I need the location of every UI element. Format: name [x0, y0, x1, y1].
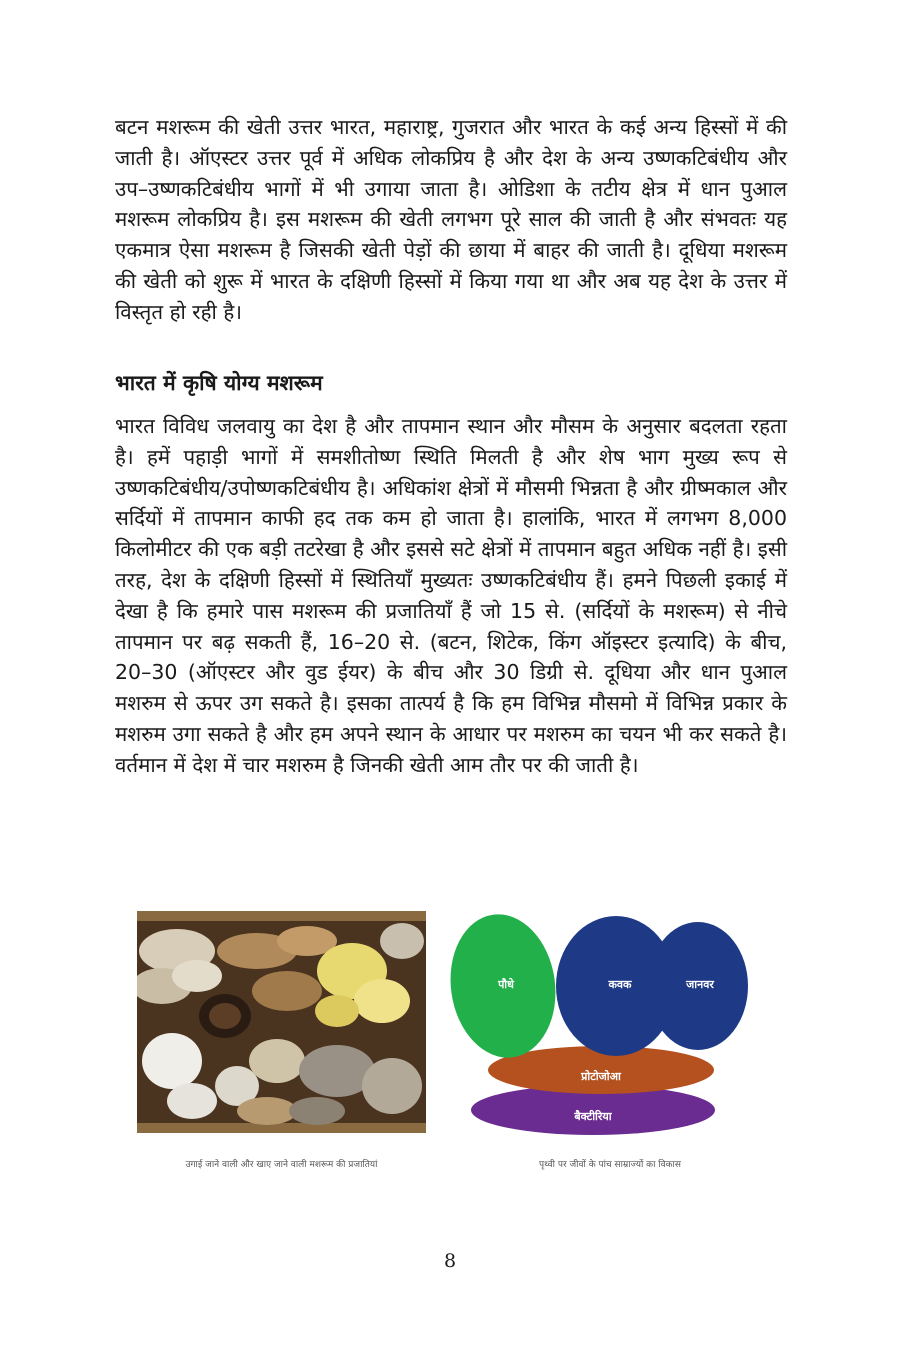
fungi-label: कवक: [608, 978, 632, 991]
photo-caption: उगाई जाने वाली और खाए जाने वाली मशरूम की प्रजातियां: [185, 1160, 378, 1170]
page-number: 8: [443, 1250, 457, 1272]
protozoa-label: प्रोटोजोआ: [581, 1070, 621, 1083]
animals-label: जानवर: [686, 978, 714, 991]
climate-paragraph: भारत विविध जलवायु का देश है और तापमान स्थान और मौसम के अनुसार बदलता रहता है। हमें पहाड़ी भागों में समशीतोष्ण स्थिति मिलती है और शेष भाग मुख्य रूप से उष्णकटिबंधीय/उपोष्णकटिबंधीय है। अधिकांश क्षेत्रों में मौसमी भिन्नता है और ग्रीष्मकाल और सर्दियों में तापमान काफी हद तक कम हो जाता है। हालांकि, भारत में लगभग 8,000 किलोमीटर की एक बड़ी तटरेखा है और इससे सटे क्षेत्रों में तापमान बहुत अधिक नहीं है। इसी तरह, देश के दक्षिणी हिस्सों में स्थितियाँ मुख्यतः उष्णकटिबंधीय हैं। हमने पिछली इकाई में देखा है कि हमारे पास मशरूम की प्रजातियाँ हैं जो 15 से. (सर्दियों के मशरूम) से नीचे तापमान पर बढ़ सकती हैं, 16–20 से. (बटन, शिटेक, किंग ऑइस्टर इत्यादि) के बीच, 20–30 (ऑएस्टर और वुड ईयर) के बीच और 30 डिग्री से. दूधिया और धान पुआल मशरुम से ऊपर उग सकते है। इसका तात्पर्य है कि हम विभिन्न मौसमो में विभिन्न प्रकार के मशरुम उगा सकते है और हम अपने स्थान के आधार पर मशरुम का चयन भी कर सकते है। वर्तमान में देश में चार मशरुम है जिनकी खेती आम तौर पर की जाती है।: [115, 414, 787, 777]
diagram-caption: पृथ्वी पर जीवों के पांच साम्राज्यों का विकास: [539, 1160, 681, 1170]
mushroom-photo-illustration: [137, 911, 426, 1133]
plants-label: पौधे: [498, 978, 514, 991]
intro-paragraph: बटन मशरूम की खेती उत्तर भारत, महाराष्ट्र, गुजरात और भारत के कई अन्य हिस्सों में की जाती है। ऑएस्टर उत्तर पूर्व में अधिक लोकप्रिय है और देश के अन्य उष्णकटिबंधीय और उप–उष्णकटिबंधीय भागों में भी उगाया जाता है। ओडिशा के तटीय क्षेत्र में धान पुआल मशरूम लोकप्रिय है। इस मशरूम की खेती लगभग पूरे साल की जाती है और संभवतः यह एकमात्र ऐसा मशरूम है जिसकी खेती पेड़ों की छाया में बाहर की जाती है। दूधिया मशरूम की खेती को शुरू में भारत के दक्षिणी हिस्सों में किया गया था और अब यह देश के उत्तर में विस्तृत हो रही है।: [115, 115, 787, 324]
section-heading: भारत में कृषि योग्य मशरूम: [115, 371, 323, 395]
five-kingdoms-diagram: [448, 906, 748, 1140]
mushroom-species-photo: [137, 911, 426, 1133]
bacteria-label: बैक्टीरिया: [574, 1110, 612, 1123]
